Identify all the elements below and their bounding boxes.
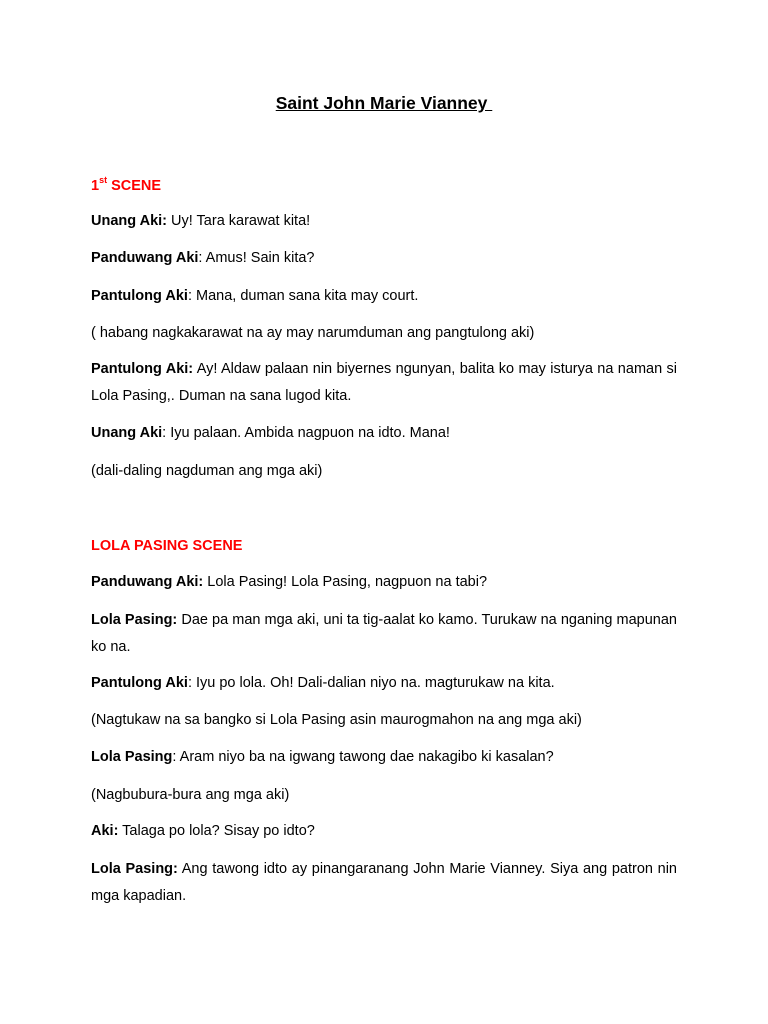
scene-heading-text: SCENE <box>107 177 162 194</box>
speaker-name: Panduwang Aki <box>91 250 199 266</box>
dialogue-text: Talaga po lola? Sisay po idto? <box>118 823 315 839</box>
dialogue-text: Ang tawong idto ay pinangaranang John Marie Vianney. Siya ang patron nin mga kapadian. <box>91 861 677 904</box>
dialogue-line <box>91 245 677 272</box>
dialogue-text: : Iyu po lola. Oh! Dali-dalian niyo na. magturukaw na kita. <box>187 675 555 691</box>
dialogue-line <box>91 356 677 410</box>
speaker-name: Lola Pasing: <box>91 612 178 628</box>
dialogue-text: Ay! Aldaw palaan nin biyernes ngunyan, balita ko may isturya na naman si Lola Pasing,. Duman na sana lugod kita. <box>91 361 677 404</box>
speaker-name: Pantulong Aki <box>91 288 188 304</box>
speaker-name: Unang Aki <box>91 425 163 441</box>
speaker-name: Lola Pasing <box>91 749 173 765</box>
dialogue-line <box>91 208 677 235</box>
dialogue-text: ( habang nagkakarawat na ay may narumduman ang pangtulong aki) <box>91 325 535 341</box>
speaker-name: Unang Aki: <box>91 213 167 229</box>
stage-direction <box>91 707 677 734</box>
dialogue-text: : Aram niyo ba na igwang tawong dae nakagibo ki kasalan? <box>172 749 554 765</box>
dialogue-text: Uy! Tara karawat kita! <box>167 213 311 229</box>
dialogue-line <box>91 856 677 910</box>
scene-heading-2: LOLA PASING SCENE <box>91 538 243 554</box>
speaker-name: Lola Pasing: <box>91 861 178 877</box>
stage-direction <box>91 320 677 347</box>
dialogue-text: : Amus! Sain kita? <box>198 250 315 266</box>
dialogue-line <box>91 744 677 771</box>
stage-direction <box>91 458 677 485</box>
dialogue-line <box>91 607 677 661</box>
scene-heading-number: 1 <box>91 177 100 194</box>
dialogue-text: : Mana, duman sana kita may court. <box>187 288 419 304</box>
dialogue-line <box>91 818 677 845</box>
dialogue-text: (dali-daling nagduman ang mga aki) <box>91 463 323 479</box>
dialogue-text: : Iyu palaan. Ambida nagpuon na idto. Mana! <box>162 425 450 441</box>
dialogue-text: (Nagtukaw na sa bangko si Lola Pasing asin maurogmahon na ang mga aki) <box>91 712 582 728</box>
speaker-name: Pantulong Aki <box>91 675 188 691</box>
document-title: Saint John Marie Vianney <box>275 93 493 113</box>
scene-heading-1 <box>91 176 161 194</box>
speaker-name: Pantulong Aki: <box>91 361 194 377</box>
scene-heading-superscript: st <box>99 175 108 185</box>
dialogue-line <box>91 670 677 697</box>
speaker-name: Aki: <box>91 823 119 839</box>
speaker-name: Panduwang Aki: <box>91 574 204 590</box>
dialogue-text: Lola Pasing! Lola Pasing, nagpuon na tabi? <box>203 574 488 590</box>
dialogue-text: Dae pa man mga aki, uni ta tig-aalat ko kamo. Turukaw na nganing mapunan ko na. <box>91 612 677 655</box>
dialogue-text: (Nagbubura-bura ang mga aki) <box>91 787 290 803</box>
stage-direction <box>91 782 677 809</box>
dialogue-line <box>91 283 677 310</box>
dialogue-line <box>91 420 677 447</box>
dialogue-line <box>91 569 677 596</box>
